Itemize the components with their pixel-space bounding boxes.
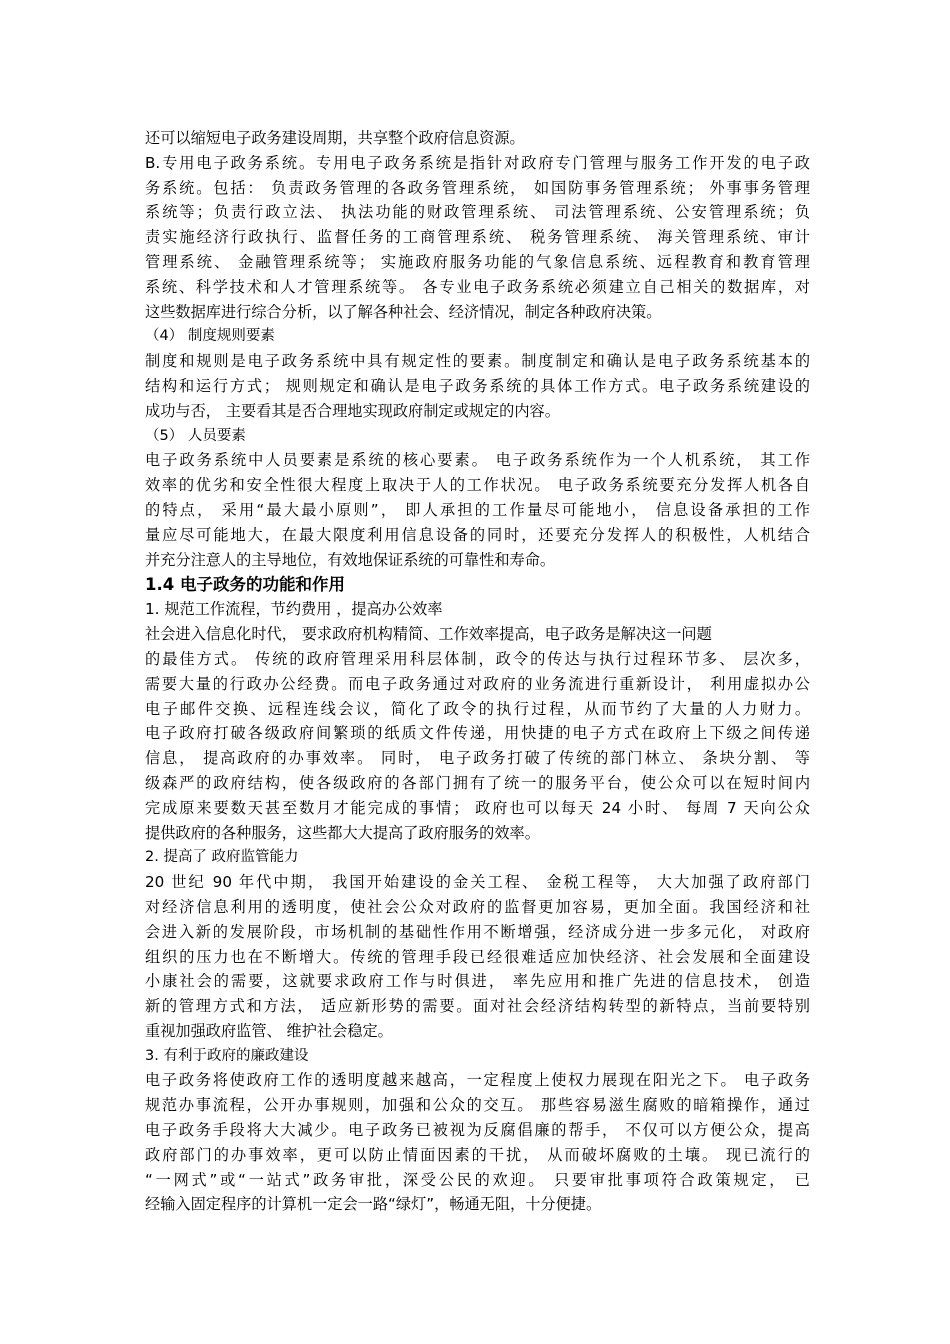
- text-line: 管理系统、 金融管理系统等； 实施政府服务功能的气象信息系统、远程教育和教育管理: [145, 252, 810, 271]
- text-line: 提供政府的各种服务，这些都大大提高了政府服务的效率。: [145, 823, 540, 842]
- text-line: 小康社会的需要，这就要求政府工作与时俱进， 率先应用和推广先进的信息技术， 创造: [145, 972, 810, 991]
- text-line: 系统、科学技术和人才管理系统等。 各专业电子政务系统必须建立自己相关的数据库，对: [145, 277, 810, 296]
- text-line: 电子邮件交换、远程连线会议，简化了政令的执行过程，从而节约了大量的人力财力。: [145, 699, 810, 718]
- text-line: 社会进入信息化时代， 要求政府机构精简、工作效率提高，电子政务是解决这一问题: [145, 625, 712, 644]
- text-line: 需要大量的行政办公经费。而电子政务通过对政府的业务流进行重新设计， 利用虚拟办公: [145, 674, 810, 693]
- text-line: 责实施经济行政执行、监督任务的工商管理系统、 税务管理系统、 海关管理系统、审计: [145, 228, 810, 247]
- text-line: 电子政府打破各级政府间繁琐的纸质文件传递，用快捷的电子方式在政府上下级之间传递: [145, 724, 810, 743]
- text-line: 电子政务系统中人员要素是系统的核心要素。 电子政务系统作为一个人机系统， 其工作: [145, 451, 810, 470]
- text-line: 新的管理方式和方法， 适应新形势的需要。面对社会经济结构转型的新特点，当前要特别: [145, 997, 810, 1016]
- text-line: 的特点， 采用“最大最小原则”， 即人承担的工作量尽可能地小， 信息设备承担的工作: [145, 500, 810, 519]
- text-line: 量应尽可能地大，在最大限度利用信息设备的同时，还要充分发挥人的积极性，人机结合: [145, 525, 810, 544]
- text-line: 组织的压力也在不断增大。传统的管理手段已经很难适应加快经济、社会发展和全面建设: [145, 947, 810, 966]
- text-line: 的最佳方式。 传统的政府管理采用科层体制，政令的传达与执行过程环节多、 层次多，: [145, 649, 810, 668]
- text-line: 级森严的政府结构，使各级政府的各部门拥有了统一的服务平台，使公众可以在短时间内: [145, 773, 810, 792]
- document-body: [145, 126, 810, 1217]
- text-line: 经输入固定程序的计算机一定会一路“绿灯”，畅通无阻，十分便捷。: [145, 1195, 602, 1214]
- item-2-title: 2. 提高了 政府监管能力: [145, 849, 299, 866]
- text-line: 重视加强政府监管、 维护社会稳定。: [145, 1021, 393, 1040]
- paragraph-workflow: [145, 622, 810, 845]
- text-line: 电子政务将使政府工作的透明度越来越高，一定程度上使权力展现在阳光之下。 电子政务: [145, 1071, 810, 1090]
- text-line: 制度和规则是电子政务系统中具有规定性的要素。制度制定和确认是电子政务系统基本的: [145, 352, 810, 371]
- paragraph-dedicated-systems: [145, 126, 810, 324]
- paragraph-rules: [145, 349, 810, 423]
- text-line: 完成原来要数天甚至数月才能完成的事情； 政府也可以每天 24 小时、 每周 7 天向公众: [145, 798, 810, 817]
- text-line: 信息， 提高政府的办事效率。 同时， 电子政务打破了传统的部门林立、 条块分割、 等: [145, 749, 810, 768]
- paragraph-integrity: [145, 1068, 810, 1217]
- text-line: 对经济信息利用的透明度，使社会公众对政府的监督更加容易，更加全面。我国经济和社: [145, 897, 810, 916]
- text-line: 并充分注意人的主导地位，有效地保证系统的可靠性和寿命。: [145, 550, 556, 569]
- text-line: 20 世纪 90 年代中期， 我国开始建设的金关工程、 金税工程等， 大大加强了政府部门: [145, 873, 810, 892]
- item-1-title: 1. 规范工作流程，节约费用 ，提高办公效率: [145, 600, 443, 619]
- text-line: 还可以缩短电子政务建设周期，共享整个政府信息资源。: [145, 129, 525, 147]
- text-line: 规范办事流程，公开办事规则，加强和公众的交互。 那些容易滋生腐败的暗箱操作，通过: [145, 1096, 810, 1115]
- subheading-rules-elements: （4） 制度规则要素: [145, 328, 275, 345]
- text-line: 成功与否， 主要看其是否合理地实现政府制定或规定的内容。: [145, 401, 560, 420]
- subheading-personnel-elements: （5） 人员要素: [145, 427, 246, 444]
- paragraph-personnel: [145, 448, 810, 572]
- text-line: 效率的优劣和安全性很大程度上取决于人的工作状况。 电子政务系统要充分发挥人机各自: [145, 476, 810, 495]
- text-line: B.专用电子政务系统。专用电子政务系统是指针对政府专门管理与服务工作开发的电子政: [145, 153, 810, 172]
- text-line: 政府部门的办事效率，更可以防止情面因素的干扰， 从而破坏腐败的土壤。 现已流行的: [145, 1145, 810, 1164]
- text-line: 电子政务手段将大大减少。电子政务已被视为反腐倡廉的帮手， 不仅可以方便公众，提高: [145, 1121, 810, 1140]
- text-line: 会进入新的发展阶段，市场机制的基础性作用不断增强，经济成分进一步多元化， 对政府: [145, 922, 810, 941]
- paragraph-supervision: [145, 870, 810, 1044]
- text-line: 这些数据库进行综合分析，以了解各种社会、经济情况，制定各种政府决策。: [145, 302, 662, 321]
- item-3-title: 3. 有利于政府的廉政建设: [145, 1047, 309, 1064]
- text-line: 系统等；负责行政立法、 执法功能的财政管理系统、 司法管理系统、公安管理系统；负: [145, 203, 810, 222]
- section-heading: 1.4 电子政务的功能和作用: [145, 575, 345, 595]
- text-line: 务系统。包括： 负责政务管理的各政务管理系统， 如国防事务管理系统； 外事事务管理: [145, 178, 810, 197]
- text-line: “一网式”或“一站式”政务审批，深受公民的欢迎。 只要审批事项符合政策规定， 已: [145, 1170, 810, 1189]
- text-line: 结构和运行方式； 规则规定和确认是电子政务系统的具体工作方式。电子政务系统建设的: [145, 376, 810, 395]
